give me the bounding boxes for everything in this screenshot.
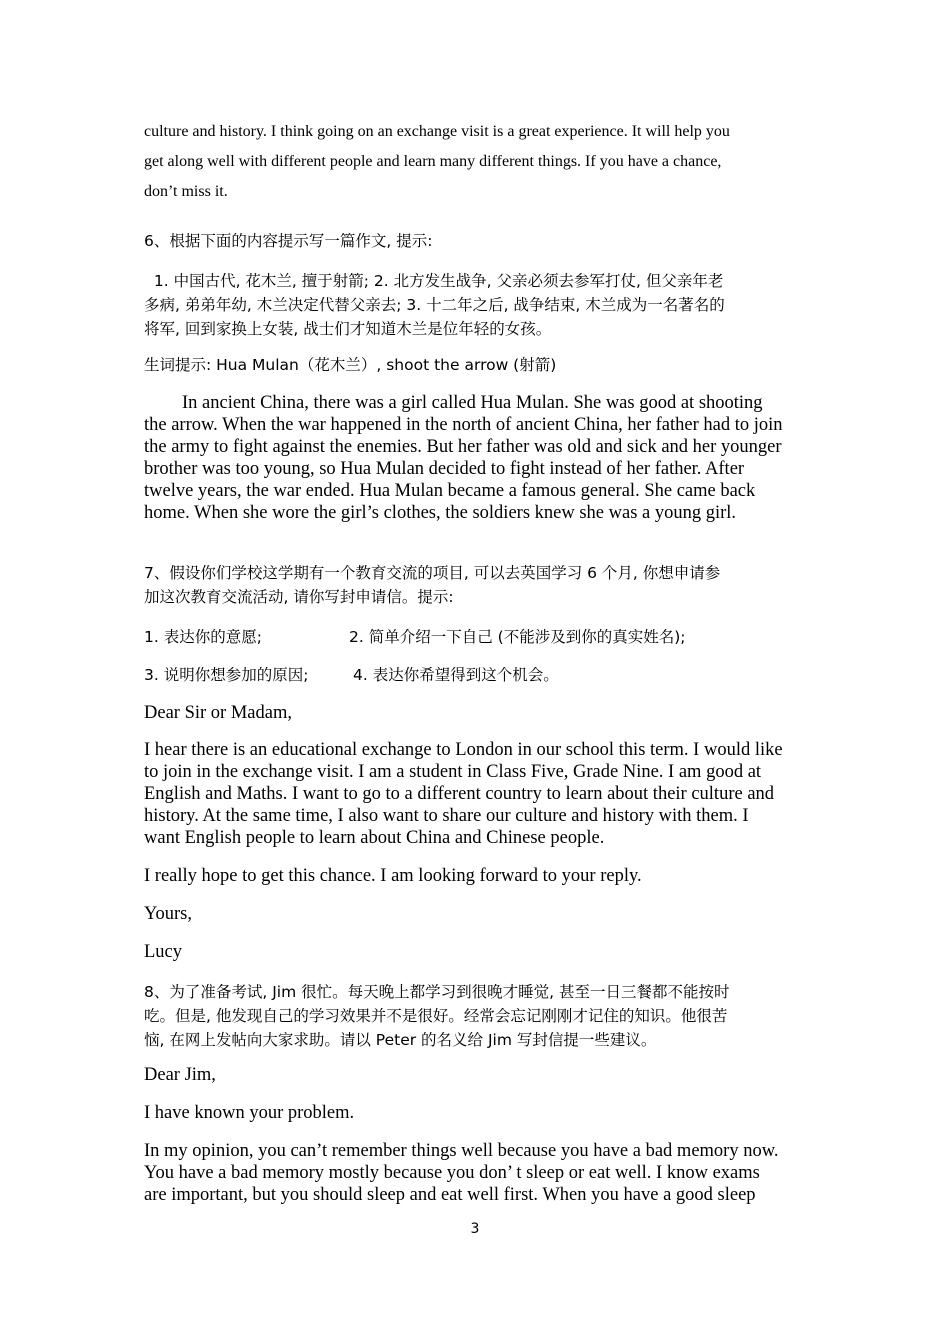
point-2: 2. 简单介绍一下自己 (不能涉及到你的真实姓名); [349,628,686,646]
letter-2-body [144,1140,810,1206]
point-3: 3. 说明你想参加的原因; [144,666,309,684]
question-6-vocabulary: 生词提示: Hua Mulan（花木兰）, shoot the arrow (射箭) [144,356,557,374]
text-line: 1. 中国古代, 花木兰, 擅于射箭; 2. 北方发生战争, 父亲必须去参军打仗, 但父亲年老 [144,272,724,290]
letter-1-signature: Lucy [144,942,183,962]
letter-1-body [144,739,810,849]
page-number: 3 [470,1221,480,1237]
letter-1-signoff: Yours, [144,904,192,924]
text-line: 7、假设你们学校这学期有一个教育交流的项目, 可以去英国学习 6 个月, 你想申请参 [144,564,721,582]
text-line: get along well with different people and learn many different things. If you have a chance, [144,153,722,170]
text-line: I hear there is an educational exchange to London in our school this term. I would like [144,740,783,760]
text-line: culture and history. I think going on an exchange visit is a great experience. It will help you [144,123,730,140]
text-line: 多病, 弟弟年幼, 木兰决定代替父亲去; 3. 十二年之后, 战争结束, 木兰成为一名著名的 [144,296,725,314]
letter-1-closing: I really hope to get this chance. I am looking forward to your reply. [144,866,642,886]
point-4: 4. 表达你希望得到这个机会。 [353,666,559,684]
question-6-hints [144,269,810,341]
letter-1-greeting: Dear Sir or Madam, [144,703,292,723]
text-line: twelve years, the war ended. Hua Mulan became a famous general. She came back [144,481,756,501]
question-7-points-row-1 [144,625,810,649]
text-line: 恼, 在网上发帖向大家求助。请以 Peter 的名义给 Jim 写封信提一些建议。 [144,1031,657,1049]
text-line: English and Maths. I want to go to a different country to learn about their culture and [144,784,775,804]
text-line: want English people to learn about China and Chinese people. [144,828,605,848]
question-7-title [144,561,810,609]
intro-paragraph [144,117,810,207]
point-1: 1. 表达你的意愿; [144,628,262,646]
question-6-title: 6、根据下面的内容提示写一篇作文, 提示: [144,232,433,250]
text-line: are important, but you should sleep and eat well first. When you have a good sleep [144,1185,756,1205]
letter-2-greeting: Dear Jim, [144,1065,216,1085]
text-line: 将军, 回到家换上女装, 战士们才知道木兰是位年轻的女孩。 [144,320,552,338]
text-line: home. When she wore the girl’s clothes, the soldiers knew she was a young girl. [144,503,737,523]
text-line: the arrow. When the war happened in the north of ancient China, her father had to join [144,415,783,435]
question-7-points-row-2 [144,663,810,687]
question-6-answer [144,392,810,524]
text-line: history. At the same time, I also want to share our culture and history with them. I [144,806,749,826]
text-line: 吃。但是, 他发现自己的学习效果并不是很好。经常会忘记刚刚才记住的知识。他很苦 [144,1007,728,1025]
text-line: don’t miss it. [144,183,228,200]
letter-2-opening: I have known your problem. [144,1103,355,1123]
text-line: 加这次教育交流活动, 请你写封申请信。提示: [144,588,454,606]
text-line: the army to fight against the enemies. But her father was old and sick and her younger [144,437,782,457]
text-line: 8、为了准备考试, Jim 很忙。每天晚上都学习到很晚才睡觉, 甚至一日三餐都不能按时 [144,983,730,1001]
text-line: In my opinion, you can’t remember things well because you have a bad memory now. [144,1141,779,1161]
text-line: In ancient China, there was a girl called Hua Mulan. She was good at shooting [182,393,763,413]
text-line: You have a bad memory mostly because you don’ t sleep or eat well. I know exams [144,1163,760,1183]
text-line: brother was too young, so Hua Mulan decided to fight instead of her father. After [144,459,745,479]
question-8-title [144,980,810,1052]
text-line: to join in the exchange visit. I am a student in Class Five, Grade Nine. I am good at [144,762,762,782]
